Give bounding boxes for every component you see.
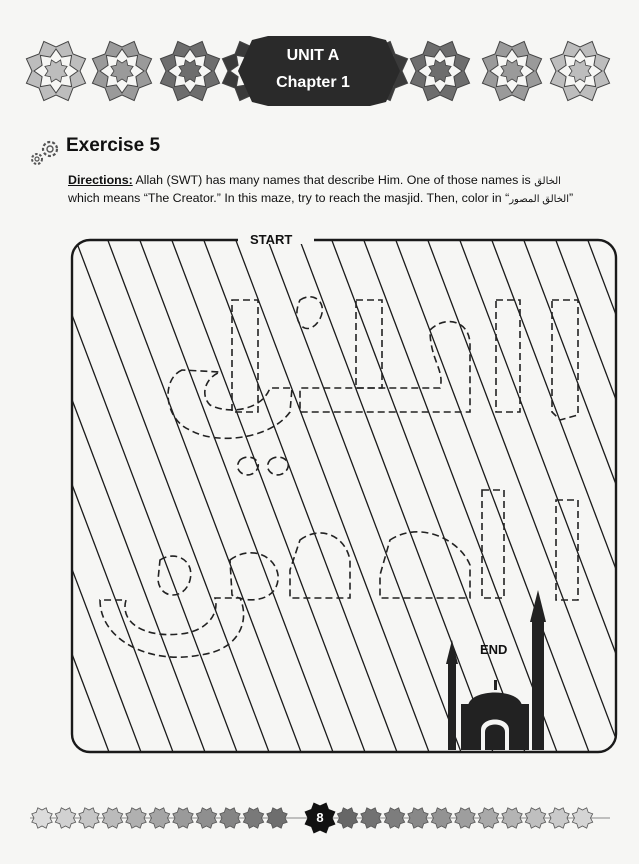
footer-star: [149, 808, 169, 828]
directions-part-2: which means “The Creator.” In this maze, try to reach the masjid. Then, color in “: [68, 191, 510, 205]
footer-star: [455, 808, 475, 828]
arabic-phrase: الخالق المصور: [509, 194, 569, 205]
maze-wall-line: [72, 230, 272, 760]
footer-star: [126, 808, 146, 828]
page-number: 8: [316, 810, 324, 825]
maze-wall-line: [168, 230, 368, 760]
footer-star: [384, 808, 404, 828]
maze-wall-line: [200, 230, 400, 760]
unit-label: UNIT A: [286, 47, 340, 64]
maze-wall-line: [0, 230, 80, 760]
footer-star: [267, 808, 287, 828]
footer-star: [196, 808, 216, 828]
maze-wall-line: [584, 230, 639, 760]
maze-end-label: END: [480, 642, 508, 657]
maze-wall-line: [360, 230, 560, 760]
maze-wall-line: [8, 230, 208, 760]
chapter-label: Chapter 1: [276, 74, 350, 91]
maze-wall-line: [552, 230, 639, 760]
footer-star: [102, 808, 122, 828]
directions-part-3: ”: [568, 191, 574, 205]
footer-star: [243, 808, 263, 828]
footer-star: [337, 808, 357, 828]
masjid-icon: [446, 590, 546, 750]
footer-star: [478, 808, 498, 828]
footer-star: [173, 808, 193, 828]
arabic-name: الخالق: [534, 176, 561, 187]
footer-star: [502, 808, 522, 828]
footer-star: [32, 808, 52, 828]
maze-wall-line: [328, 230, 528, 760]
maze-wall-line: [0, 230, 48, 760]
maze-wall-line: [104, 230, 304, 760]
maze-wall-line: [136, 230, 336, 760]
dashed-word-al-khaliq[interactable]: [168, 297, 578, 475]
maze-wall-line: [392, 230, 592, 760]
directions-part-1: Allah (SWT) has many names that describe Him. One of those names is: [132, 173, 535, 187]
footer-star: [55, 808, 75, 828]
maze-wall-line: [456, 230, 639, 760]
footer-star: [572, 808, 592, 828]
maze-wall-line: [40, 230, 240, 760]
maze-wall-line: [296, 230, 496, 760]
maze-wall-line: [0, 230, 112, 760]
footer-star: [220, 808, 240, 828]
maze-wall-line: [616, 230, 639, 760]
footer-star: [525, 808, 545, 828]
footer-star: [549, 808, 569, 828]
maze-wall-line: [232, 230, 432, 760]
maze-wall-line: [0, 230, 176, 760]
maze-start-label: START: [250, 232, 293, 247]
footer-star: [431, 808, 451, 828]
directions-label: Directions:: [68, 173, 133, 187]
footer-star: [408, 808, 428, 828]
footer-star: [361, 808, 381, 828]
maze-wall-line: [264, 230, 464, 760]
footer-star: [79, 808, 99, 828]
exercise-title: Exercise 5: [66, 135, 161, 156]
